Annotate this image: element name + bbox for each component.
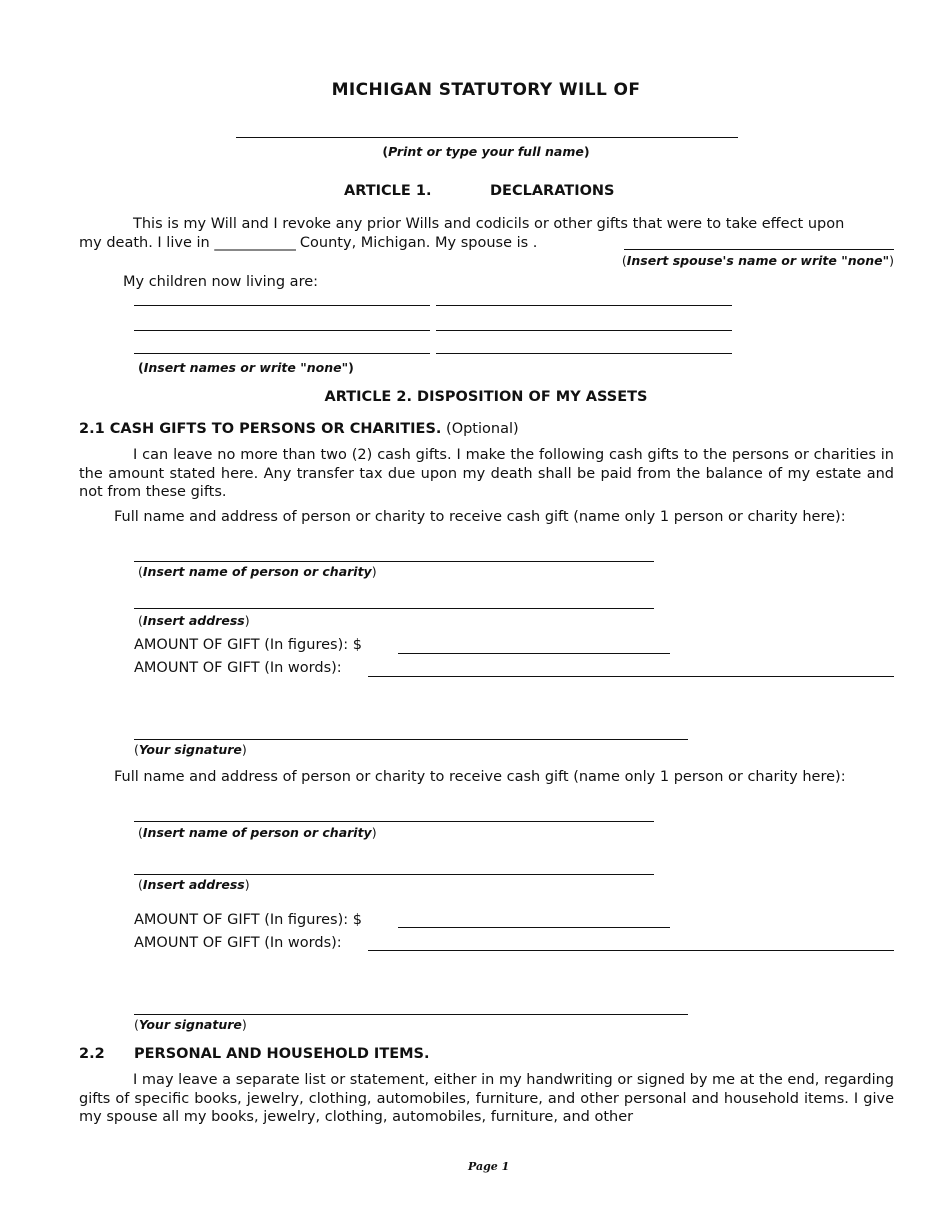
section-2-1-paragraph: I can leave no more than two (2) cash gifts. I make the following cash gifts to the persons or charities in the amount stated here. Any transfer tax due upon my death shall be paid from the balance of my estate and not from these gifts. <box>79 447 894 500</box>
gift1-amount-words-line[interactable] <box>368 676 894 677</box>
child-line-1b[interactable] <box>436 305 732 306</box>
gift1-signature-caption: (Your signature) <box>134 742 247 757</box>
spouse-caption: (Insert spouse's name or write "none") <box>621 253 894 268</box>
gift2-name-caption: (Insert name of person or charity) <box>138 825 377 840</box>
section-2-2-paragraph: I may leave a separate list or statement, either in my handwriting or signed by me at the end, regarding gifts of specific books, jewelry, clothing, automobiles, furniture, and other personal and household items. I give my spouse all my books, jewelry, clothing, automobiles, furniture, and other <box>79 1072 894 1125</box>
gift1-signature-line[interactable] <box>134 739 688 740</box>
child-line-2b[interactable] <box>436 330 732 331</box>
gift2-amount-figures-label: AMOUNT OF GIFT (In figures): $ <box>134 912 362 928</box>
gift2-signature-caption: (Your signature) <box>134 1017 247 1032</box>
gift2-address-caption: (Insert address) <box>138 877 250 892</box>
child-line-3a[interactable] <box>134 353 430 354</box>
spouse-line[interactable] <box>624 249 894 250</box>
full-name-caption: (Print or type your full name) <box>382 144 590 159</box>
gift1-address-line[interactable] <box>134 608 654 609</box>
gift2-signature-line[interactable] <box>134 1014 688 1015</box>
gift1-amount-figures-line[interactable] <box>398 653 670 654</box>
gift1-instruction: Full name and address of person or charity to receive cash gift (name only 1 person or charity here): <box>114 509 846 525</box>
page-title: MICHIGAN STATUTORY WILL OF <box>331 80 641 100</box>
gift2-amount-words-label: AMOUNT OF GIFT (In words): <box>134 935 342 951</box>
section-2-2-number: 2.2 <box>79 1046 105 1062</box>
gift1-name-line[interactable] <box>134 561 654 562</box>
gift2-amount-figures-line[interactable] <box>398 927 670 928</box>
section-2-2-title: PERSONAL AND HOUSEHOLD ITEMS. <box>134 1046 430 1062</box>
children-caption: (Insert names or write "none") <box>138 360 354 375</box>
section-2-1-heading: 2.1 CASH GIFTS TO PERSONS OR CHARITIES. (Optional) <box>79 421 519 437</box>
gift2-instruction: Full name and address of person or charity to receive cash gift (name only 1 person or charity here): <box>114 769 846 785</box>
child-line-1a[interactable] <box>134 305 430 306</box>
gift1-name-caption: (Insert name of person or charity) <box>138 564 377 579</box>
article1-para-line2: my death. I live in ____________ County, Michigan. My spouse is . <box>79 235 538 251</box>
gift2-name-line[interactable] <box>134 821 654 822</box>
page-number: Page 1 <box>468 1160 510 1173</box>
article1-para-line1: This is my Will and I revoke any prior Wills and codicils or other gifts that were to take effect upon <box>133 216 845 232</box>
children-label: My children now living are: <box>123 274 319 290</box>
gift1-amount-words-label: AMOUNT OF GIFT (In words): <box>134 660 342 676</box>
child-line-2a[interactable] <box>134 330 430 331</box>
article1-title: DECLARATIONS <box>490 183 615 199</box>
full-name-line[interactable] <box>236 137 738 138</box>
article2-title: ARTICLE 2. DISPOSITION OF MY ASSETS <box>324 389 648 405</box>
gift2-address-line[interactable] <box>134 874 654 875</box>
article1-label: ARTICLE 1. <box>344 183 432 199</box>
gift2-amount-words-line[interactable] <box>368 950 894 951</box>
gift1-amount-figures-label: AMOUNT OF GIFT (In figures): $ <box>134 637 362 653</box>
gift1-address-caption: (Insert address) <box>138 613 250 628</box>
child-line-3b[interactable] <box>436 353 732 354</box>
